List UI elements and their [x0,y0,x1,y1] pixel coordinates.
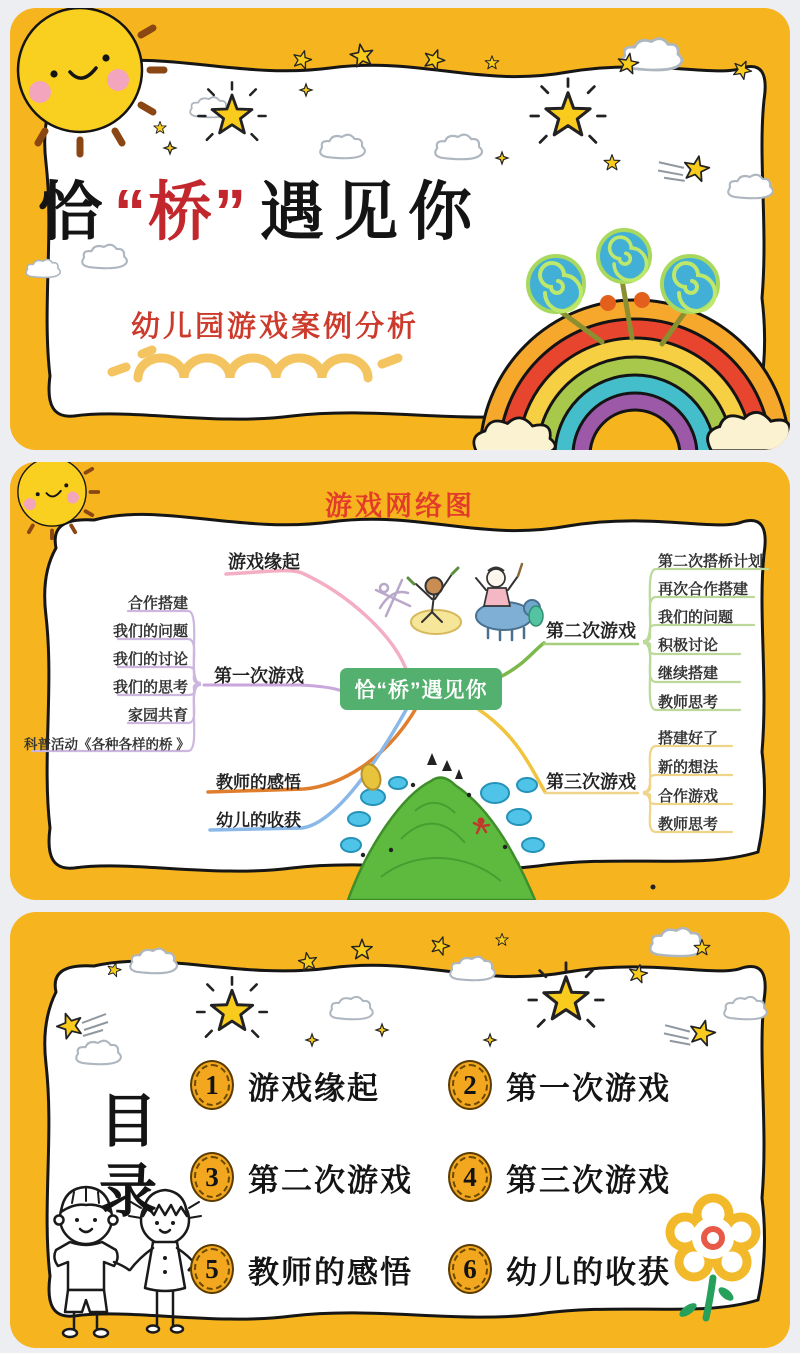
leaf-third-3: 教师思考 [658,816,719,833]
title-part-pre: 恰 [38,176,102,248]
leaf-second-0: 第二次搭桥计划 [658,553,764,570]
title-part-post: 遇见你 [260,176,482,248]
branch-third-game: 第三次游戏 [546,772,636,792]
toc-number-badge [448,1152,492,1202]
leaf-first-5: 科普活动《各种各样的桥 》 [24,737,190,752]
toc-item-1 [190,1059,430,1111]
leaf-third-1: 新的想法 [658,759,719,776]
toc-item-5 [190,1243,430,1295]
leaf-third-0: 搭建好了 [658,730,719,747]
toc-number-badge [190,1244,234,1294]
toc-item-2 [448,1059,688,1111]
toc-number-badge [190,1152,234,1202]
slide-1-title [10,8,790,450]
leaf-second-1: 再次合作搭建 [658,581,749,598]
toc-number-badge [448,1060,492,1110]
leaf-second-4: 继续搭建 [658,665,719,682]
toc-number: 2 [463,1069,477,1100]
title-part-quoted: “桥” [114,176,248,248]
branch-second-game: 第二次游戏 [546,621,636,641]
leaf-first-1: 我们的问题 [112,623,188,640]
toc-label: 幼儿的收获 [506,1254,671,1290]
toc-label: 第一次游戏 [506,1070,671,1106]
toc-number-badge [448,1244,492,1294]
toc-item-6 [448,1243,688,1295]
branch-origin: 游戏缘起 [228,552,300,572]
main-title [38,174,638,251]
mindmap-center-node: 恰“桥”遇见你 [340,668,502,710]
toc-label: 游戏缘起 [248,1070,380,1106]
leaf-second-3: 积极讨论 [658,637,719,654]
toc-number: 4 [463,1161,477,1192]
leaf-first-0: 合作搭建 [127,595,188,612]
slide-2-mindmap [10,462,790,900]
toc-label: 第二次游戏 [248,1162,413,1198]
toc-item-3 [190,1151,430,1203]
leaf-third-2: 合作游戏 [658,788,719,805]
leaf-second-2: 我们的问题 [658,609,734,626]
slide-3-toc [10,912,790,1348]
leaf-second-5: 教师思考 [658,694,719,711]
toc-label: 第三次游戏 [506,1162,671,1198]
leaf-first-4: 家园共育 [127,707,188,724]
toc-number-badge [190,1060,234,1110]
mindmap-title: 游戏网络图 [325,491,475,521]
toc-title: 目录 [90,1090,155,1230]
toc-number: 5 [205,1253,219,1284]
leaf-first-3: 我们的思考 [112,679,188,696]
branch-first-game: 第一次游戏 [214,666,304,686]
leaf-first-2: 我们的讨论 [112,651,188,668]
subtitle: 幼儿园游戏案例分析 [130,311,419,343]
toc-number: 1 [205,1069,219,1100]
toc-list [190,1059,688,1295]
toc-number: 6 [463,1253,477,1284]
branch-teacher-reflection: 教师的感悟 [216,773,301,792]
toc-label: 教师的感悟 [248,1254,413,1290]
branch-child-gains: 幼儿的收获 [216,811,301,830]
toc-number: 3 [205,1161,219,1192]
base-clouds [474,412,790,450]
toc-item-4 [448,1151,688,1203]
